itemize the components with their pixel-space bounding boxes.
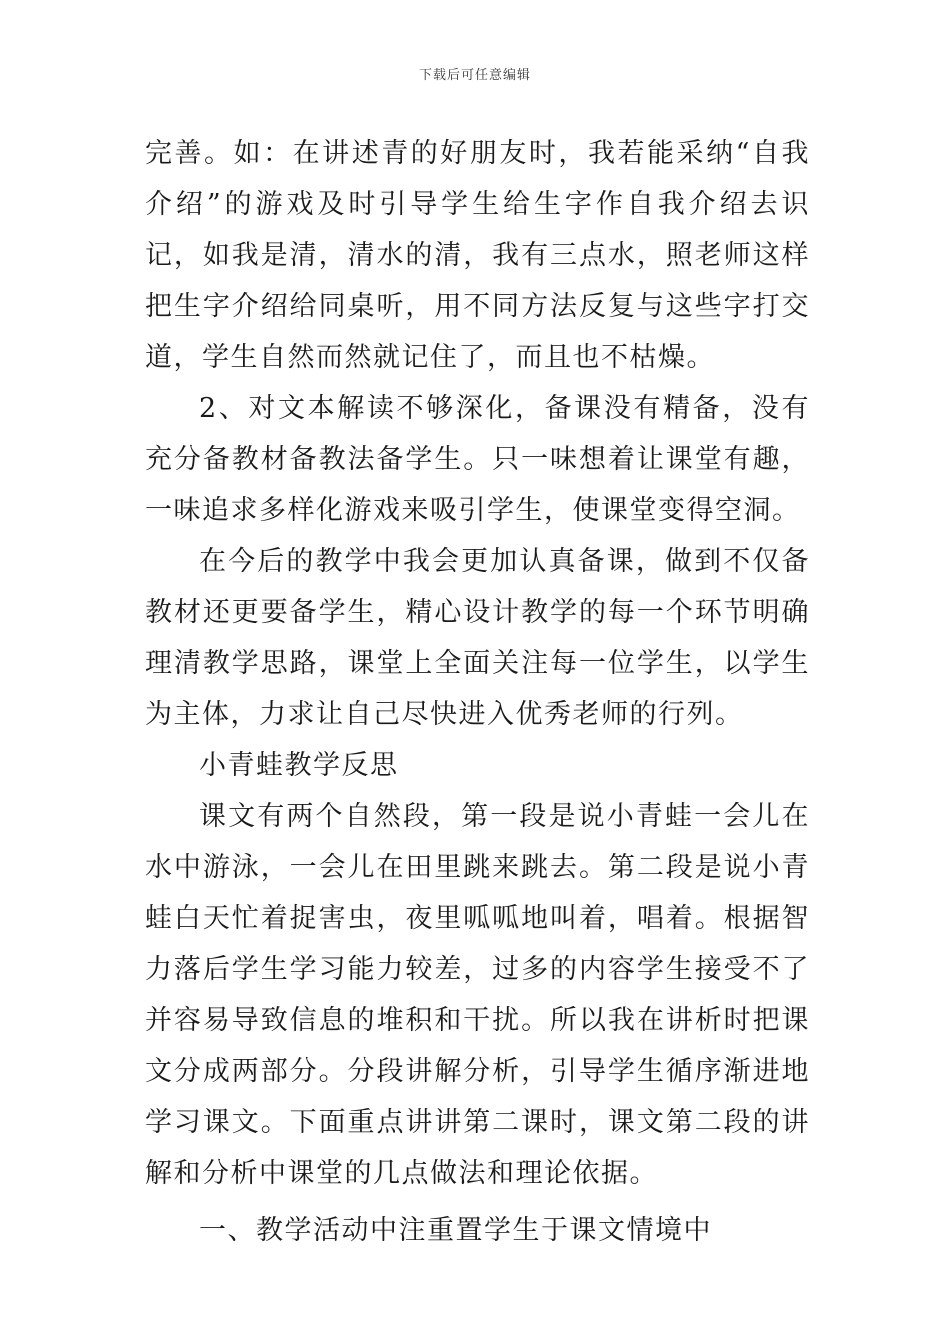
- subsection-heading: 一、教学活动中注重置学生于课文情境中: [199, 1215, 712, 1246]
- document-body: [145, 128, 810, 1256]
- paragraph-future-plan: 在今后的教学中我会更加认真备课，做到不仅备教材还更要备学生，精心设计教学的每一个环节明确理清教学思路，课堂上全面关注每一位学生，以学生为主体，力求让自己尽快进入优秀老师的行列。: [145, 546, 810, 730]
- paragraph-continued: 完善。如：在讲述青的好朋友时，我若能采纳“自我介绍”的游戏及时引导学生给生字作自我介绍去识记，如我是清，清水的清，我有三点水，照老师这样把生字介绍给同桌听，用不同方法反复与这些字打交道，学生自然而然就记住了，而且也不枯燥。: [145, 138, 810, 373]
- section-title: 小青蛙教学反思: [199, 750, 399, 781]
- page-header-note: 下载后可任意编辑: [418, 68, 531, 83]
- paragraph-point-2: 2、对文本解读不够深化，备课没有精备，没有充分备教材备教法备学生。只一味想着让课堂有趣，一味追求多样化游戏来吸引学生，使课堂变得空洞。: [145, 393, 810, 526]
- paragraph-lesson-summary: 课文有两个自然段，第一段是说小青蛙一会儿在水中游泳，一会儿在田里跳来跳去。第二段是说小青蛙白天忙着捉害虫，夜里呱呱地叫着，唱着。根据智力落后学生学习能力较差，过多的内容学生接受不了并容易导致信息的堆积和干扰。所以我在讲析时把课文分成两部分。分段讲解分析，引导学生循序渐进地学习课文。下面重点讲讲第二课时，课文第二段的讲解和分析中课堂的几点做法和理论依据。: [145, 801, 810, 1189]
